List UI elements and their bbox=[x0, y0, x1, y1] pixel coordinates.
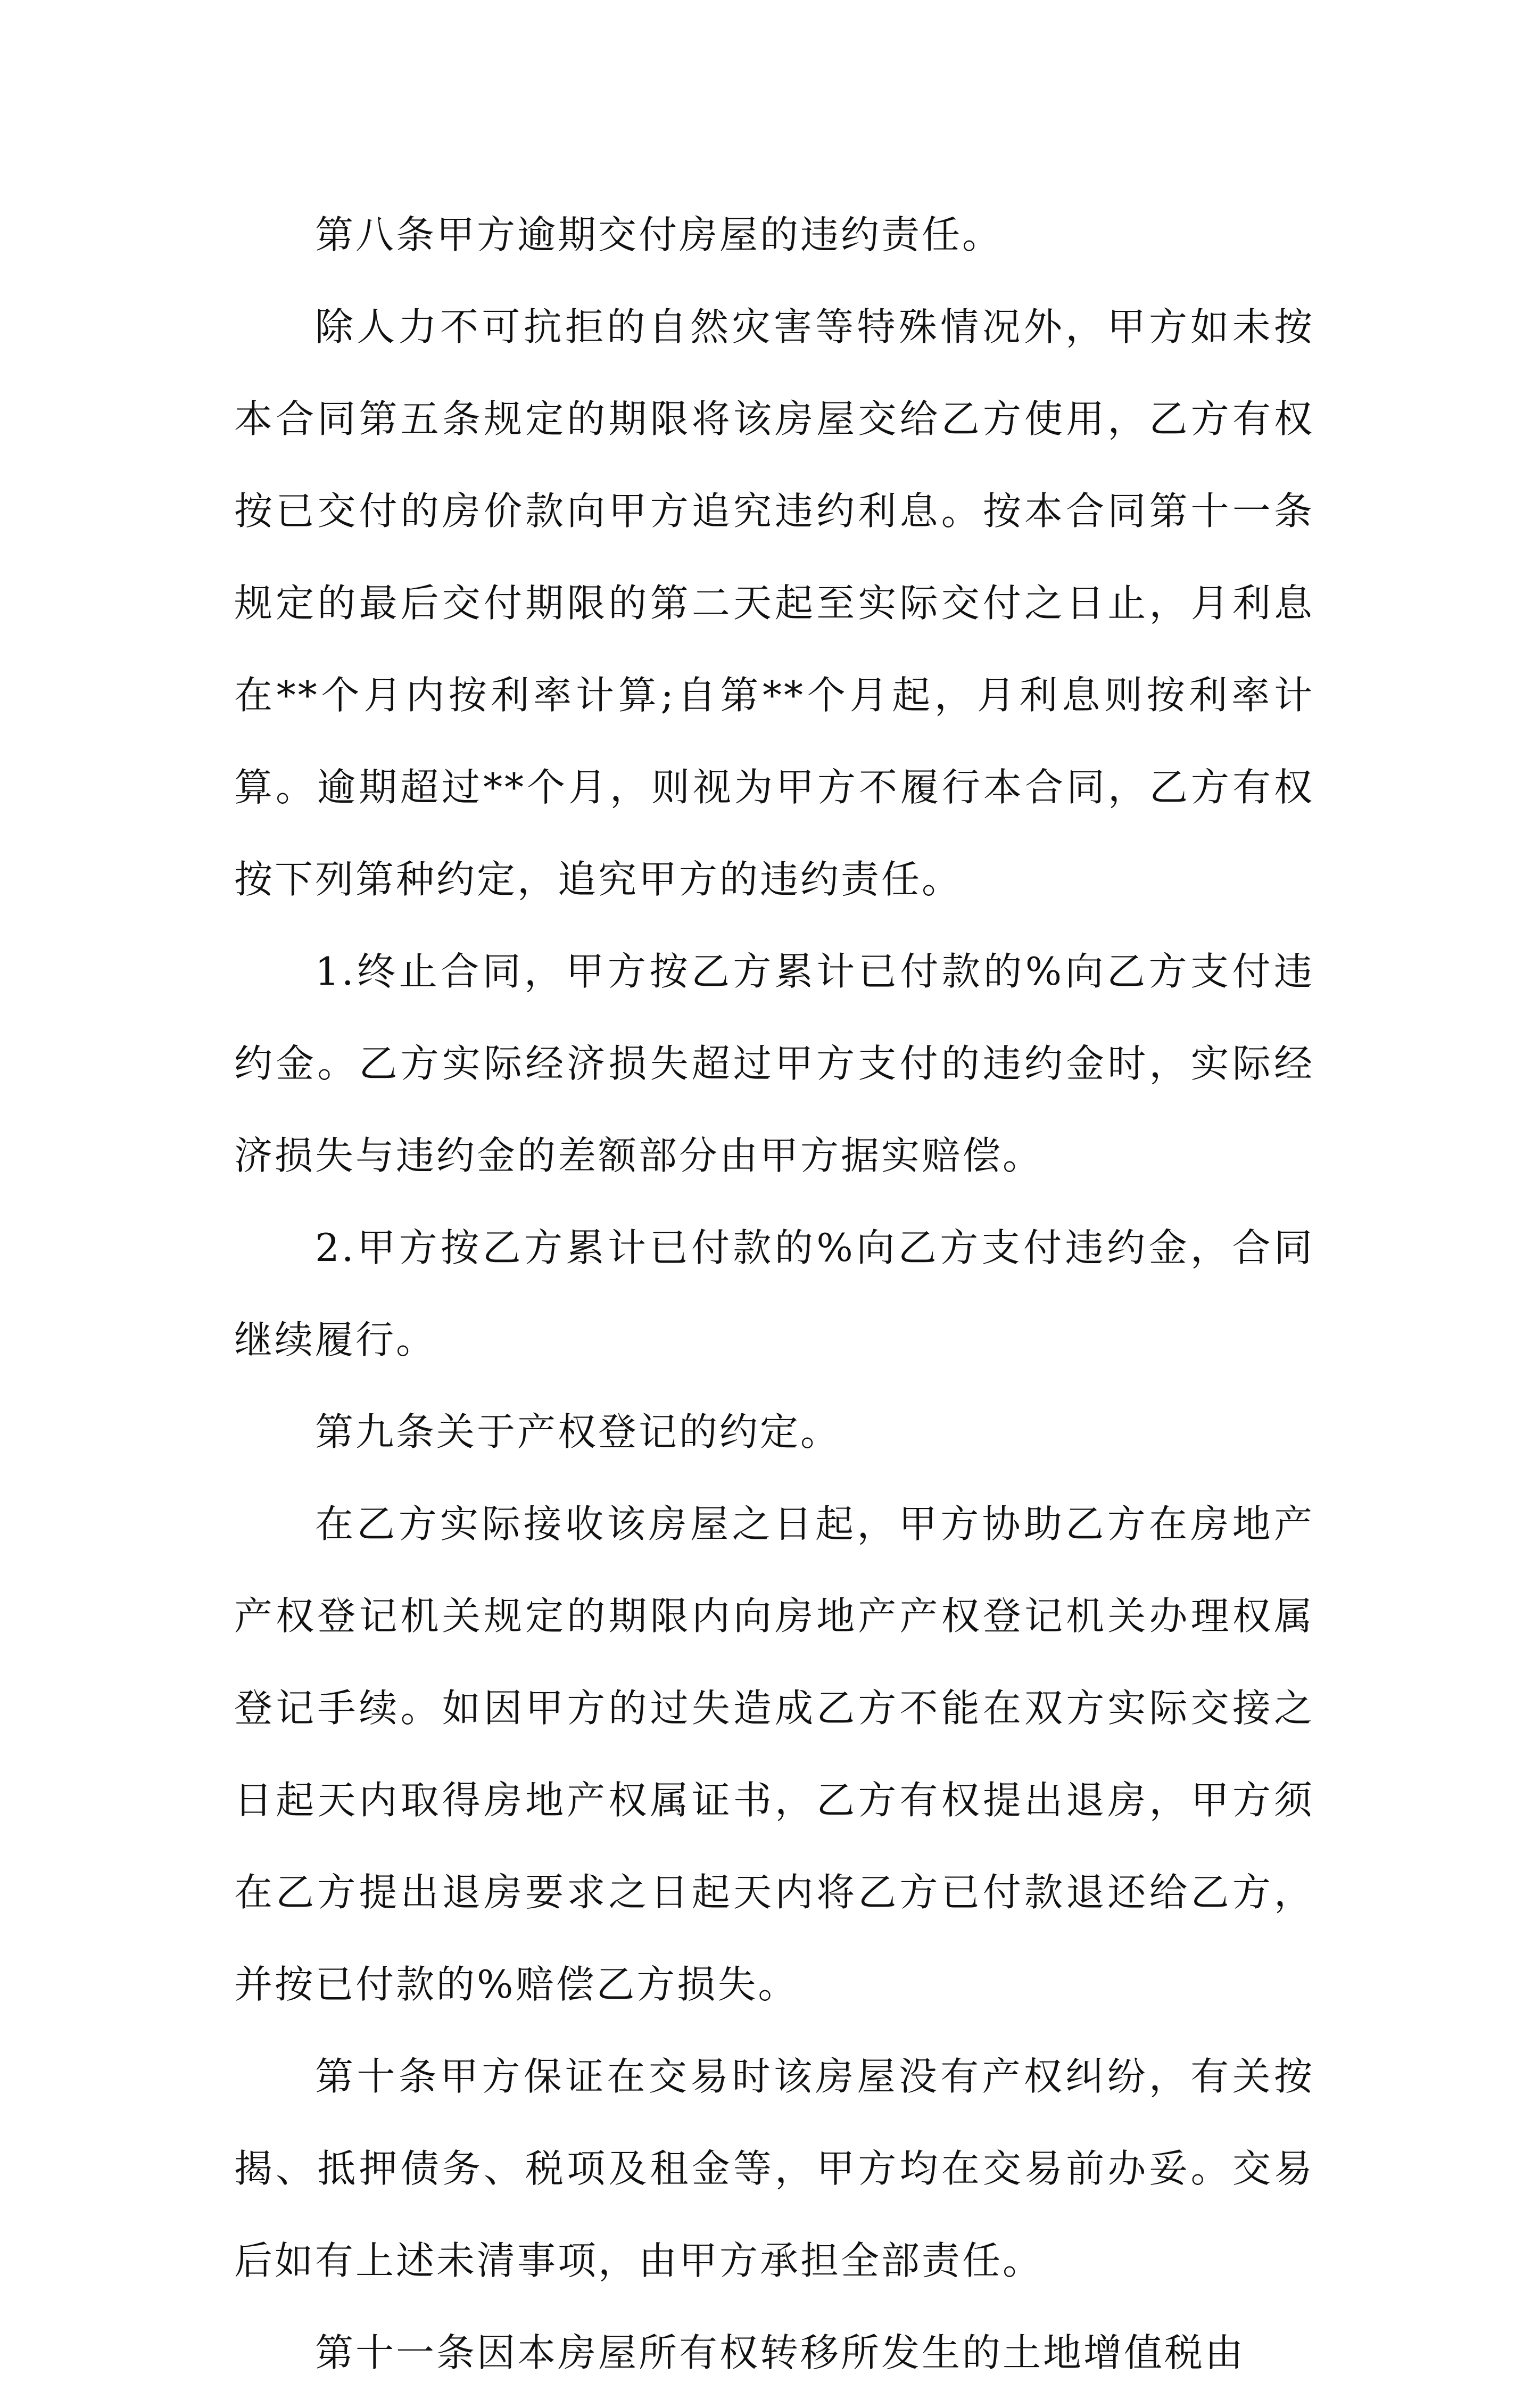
paragraph-article-11: 第十一条因本房屋所有权转移所发生的土地增值税由 bbox=[315, 2330, 1246, 2375]
paragraph-article-10: 第十条甲方保证在交易时该房屋没有产权纠纷，有关按揭、抵押债务、税项及租金等，甲方均在交易前办妥。交易后如有上述未清事项，由甲方承担全部责任。 bbox=[234, 2054, 1314, 2283]
paragraph-option-2: 2.甲方按乙方累计已付款的%向乙方支付违约金，合同继续履行。 bbox=[234, 1225, 1314, 1362]
document-body bbox=[234, 189, 1314, 2399]
paragraph-article-9-body: 在乙方实际接收该房屋之日起，甲方协助乙方在房地产产权登记机关规定的期限内向房地产产权登记机关办理权属登记手续。如因甲方的过失造成乙方不能在双方实际交接之日起天内取得房地产权属证书，乙方有权提出退房，甲方须在乙方提出退房要求之日起天内将乙方已付款退还给乙方，并按已付款的%赔偿乙方损失。 bbox=[234, 1502, 1314, 2007]
paragraph-article-8-body: 除人力不可抗拒的自然灾害等特殊情况外，甲方如未按本合同第五条规定的期限将该房屋交给乙方使用，乙方有权按已交付的房价款向甲方追究违约利息。按本合同第十一条规定的最后交付期限的第二天起至实际交付之日止，月利息在**个月内按利率计算;自第**个月起，月利息则按利率计算。逾期超过**个月，则视为甲方不履行本合同，乙方有权按下列第种约定，追究甲方的违约责任。 bbox=[234, 304, 1314, 902]
paragraph-article-9-title: 第九条关于产权登记的约定。 bbox=[315, 1409, 841, 1454]
paragraph-option-1: 1.终止合同，甲方按乙方累计已付款的%向乙方支付违约金。乙方实际经济损失超过甲方支付的违约金时，实际经济损失与违约金的差额部分由甲方据实赔偿。 bbox=[234, 949, 1314, 1178]
paragraph-article-8-title: 第八条甲方逾期交付房屋的违约责任。 bbox=[315, 212, 1003, 257]
